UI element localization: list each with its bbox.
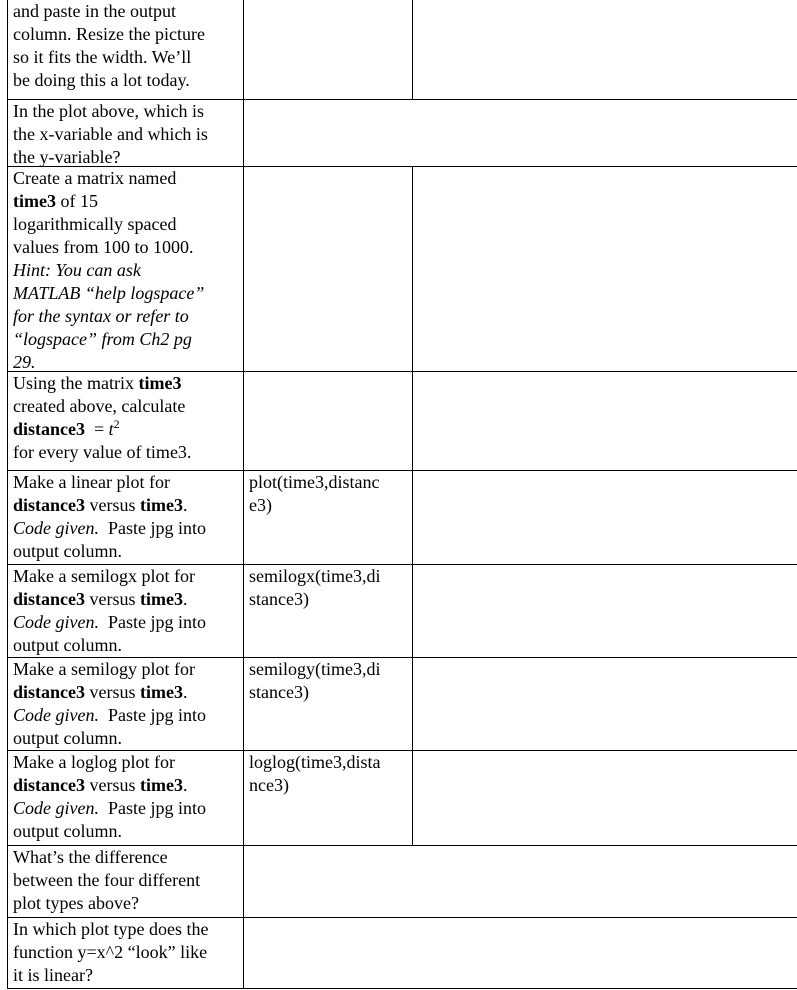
question-text bbox=[13, 681, 238, 704]
question-text: output column. bbox=[13, 635, 122, 655]
variable-name: time3 bbox=[140, 589, 183, 609]
question-cell bbox=[7, 917, 244, 989]
question-text: In the plot above, which is bbox=[13, 101, 204, 121]
question-cell bbox=[7, 371, 244, 471]
answer-cell[interactable] bbox=[243, 917, 797, 989]
question-text bbox=[13, 797, 238, 820]
question-text: so it fits the width. We’ll bbox=[13, 47, 192, 67]
question-text bbox=[13, 494, 238, 517]
question-text: . bbox=[182, 682, 188, 702]
output-cell[interactable] bbox=[412, 0, 797, 100]
question-text: Make a semilogy plot for bbox=[13, 659, 195, 679]
code-cell[interactable] bbox=[243, 166, 413, 372]
question-text: versus bbox=[85, 589, 140, 609]
variable-name: time3 bbox=[140, 495, 183, 515]
output-cell[interactable] bbox=[412, 371, 797, 471]
question-text: the x-variable and which is bbox=[13, 124, 208, 144]
question-text: Make a loglog plot for bbox=[13, 752, 175, 772]
question-cell bbox=[7, 845, 244, 918]
code-given-note: Code given. bbox=[13, 518, 99, 538]
matlab-code: semilogx(time3,di bbox=[249, 566, 381, 586]
question-text: created above, calculate bbox=[13, 396, 186, 416]
matlab-code: stance3) bbox=[249, 682, 309, 702]
question-cell bbox=[7, 99, 244, 167]
output-cell[interactable] bbox=[412, 166, 797, 372]
question-text: versus bbox=[85, 682, 140, 702]
question-cell bbox=[7, 166, 244, 372]
variable-name: time3 bbox=[140, 682, 183, 702]
question-text: and paste in the output bbox=[13, 1, 176, 21]
question-text: output column. bbox=[13, 541, 122, 561]
table-row bbox=[7, 99, 797, 167]
table-row bbox=[7, 845, 797, 918]
question-text: In which plot type does the bbox=[13, 919, 209, 939]
question-text: Make a linear plot for bbox=[13, 472, 170, 492]
code-cell[interactable] bbox=[243, 657, 413, 751]
question-text: What’s the difference bbox=[13, 847, 168, 867]
variable-name: time3 bbox=[140, 775, 183, 795]
question-text bbox=[13, 190, 238, 213]
question-text: be doing this a lot today. bbox=[13, 70, 190, 90]
variable-name: distance3 bbox=[13, 419, 85, 439]
hint-text: for the syntax or refer to bbox=[13, 306, 189, 326]
code-given-note: Code given. bbox=[13, 612, 99, 632]
matlab-code: nce3) bbox=[249, 775, 289, 795]
matlab-code: loglog(time3,dista bbox=[249, 752, 381, 772]
question-text: plot types above? bbox=[13, 893, 139, 913]
formula bbox=[13, 418, 238, 441]
question-text: . bbox=[182, 775, 188, 795]
code-cell[interactable] bbox=[243, 371, 413, 471]
question-text: versus bbox=[85, 495, 140, 515]
hint-text: 29. bbox=[13, 352, 36, 372]
answer-cell[interactable] bbox=[243, 99, 797, 167]
question-text: of 15 bbox=[55, 191, 98, 211]
table-row bbox=[7, 371, 797, 471]
formula-exponent: 2 bbox=[113, 417, 120, 431]
question-text: Using the matrix bbox=[13, 373, 139, 393]
variable-name: time3 bbox=[138, 373, 182, 393]
question-text: for every value of time3. bbox=[13, 442, 192, 462]
code-cell[interactable] bbox=[243, 564, 413, 658]
question-cell bbox=[7, 564, 244, 658]
hint-text: “logspace” from Ch2 pg bbox=[13, 329, 192, 349]
code-cell[interactable] bbox=[243, 0, 413, 100]
formula-variable: t bbox=[108, 419, 114, 439]
matlab-code: e3) bbox=[249, 495, 272, 515]
question-cell bbox=[7, 470, 244, 565]
output-cell[interactable] bbox=[412, 564, 797, 658]
question-text: column. Resize the picture bbox=[13, 24, 205, 44]
table-row bbox=[7, 0, 797, 100]
question-text: logarithmically spaced bbox=[13, 214, 177, 234]
question-text: versus bbox=[85, 775, 140, 795]
question-text: Create a matrix named bbox=[13, 168, 177, 188]
question-cell bbox=[7, 657, 244, 751]
variable-name: distance3 bbox=[13, 682, 85, 702]
table-row bbox=[7, 564, 797, 658]
table-row bbox=[7, 917, 797, 989]
table-row bbox=[7, 750, 797, 846]
question-text: Paste jpg into bbox=[98, 518, 206, 538]
question-text: Paste jpg into bbox=[98, 705, 206, 725]
table-row bbox=[7, 657, 797, 751]
code-cell[interactable] bbox=[243, 750, 413, 846]
question-text: Make a semilogx plot for bbox=[13, 566, 195, 586]
question-text bbox=[13, 774, 238, 797]
question-text: values from 100 to 1000. bbox=[13, 237, 194, 257]
question-text: between the four different bbox=[13, 870, 201, 890]
question-text: Paste jpg into bbox=[98, 612, 206, 632]
code-given-note: Code given. bbox=[13, 705, 99, 725]
question-text: the y-variable? bbox=[13, 147, 121, 167]
code-given-note: Code given. bbox=[13, 798, 99, 818]
question-text: . bbox=[182, 589, 188, 609]
question-text: output column. bbox=[13, 728, 122, 748]
hint-text: MATLAB “help logspace” bbox=[13, 283, 205, 303]
question-cell bbox=[7, 750, 244, 846]
question-text bbox=[13, 517, 238, 540]
hint-text: Hint: You can ask bbox=[13, 260, 141, 280]
code-cell[interactable] bbox=[243, 470, 413, 565]
matlab-code: semilogy(time3,di bbox=[249, 659, 381, 679]
question-text: Paste jpg into bbox=[98, 798, 206, 818]
variable-name: distance3 bbox=[13, 495, 85, 515]
question-text: output column. bbox=[13, 821, 122, 841]
equals-sign: = bbox=[85, 419, 109, 439]
question-text bbox=[13, 588, 238, 611]
table-row bbox=[7, 470, 797, 565]
output-cell[interactable] bbox=[412, 657, 797, 751]
variable-name: distance3 bbox=[13, 775, 85, 795]
output-cell[interactable] bbox=[412, 470, 797, 565]
variable-name: time3 bbox=[13, 191, 56, 211]
matlab-code: plot(time3,distanc bbox=[249, 472, 380, 492]
question-text bbox=[13, 704, 238, 727]
question-text bbox=[13, 611, 238, 634]
matlab-code: stance3) bbox=[249, 589, 309, 609]
question-text: . bbox=[182, 495, 188, 515]
question-text: function y=x^2 “look” like bbox=[13, 942, 208, 962]
table-row bbox=[7, 166, 797, 372]
question-cell bbox=[7, 0, 244, 100]
question-text bbox=[13, 372, 238, 395]
question-text: it is linear? bbox=[13, 965, 93, 985]
variable-name: distance3 bbox=[13, 589, 85, 609]
answer-cell[interactable] bbox=[243, 845, 797, 918]
output-cell[interactable] bbox=[412, 750, 797, 846]
